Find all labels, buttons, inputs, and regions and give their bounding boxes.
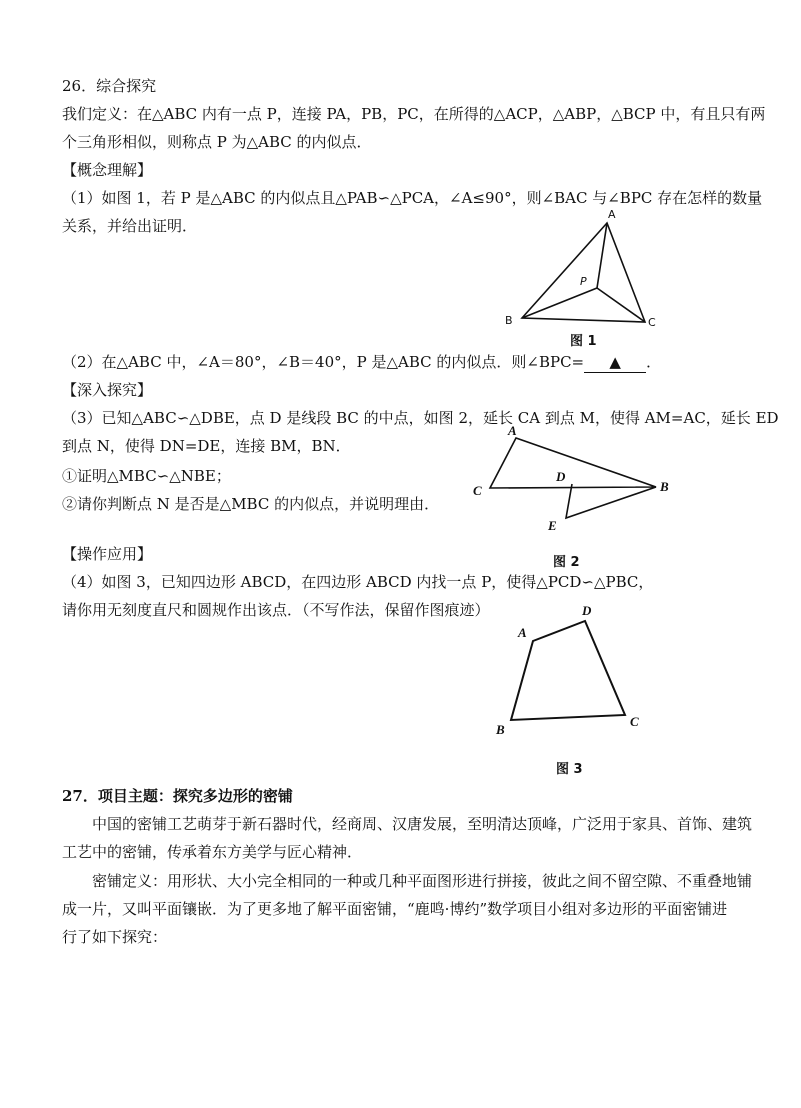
q26-title: 综合探究 [96, 77, 157, 95]
q26-part3-sub1: ①证明△MBC∽△NBE； [62, 467, 231, 485]
q27-para2-line3: 行了如下探究： [62, 928, 168, 946]
q26-part3-sub2: ②请你判断点 N 是否是△MBC 的内似点，并说明理由． [62, 495, 440, 513]
fig1-label-b: B [505, 314, 513, 327]
q27-para2-line1: 密铺定义：用形状、大小完全相同的一种或几种平面图形进行拼接，彼此之间不留空隙、不重叠地铺 [92, 872, 753, 890]
q26-part4-line2: 请你用无刻度直尺和圆规作出该点．（不写作法，保留作图痕迹） [62, 601, 490, 619]
q26-part2-text: （2）在△ABC 中，∠A＝80°，∠B＝40°，P 是△ABC 的内似点．则∠BPC= [62, 353, 585, 371]
q26-heading [62, 76, 156, 96]
figure-1-drawing [500, 205, 670, 335]
fig1-segment-pb [522, 288, 597, 318]
q26-number: 26． [62, 77, 97, 95]
figure-1-caption: 图 1 [570, 334, 597, 349]
fig2-label-e: E [548, 518, 557, 533]
fig1-label-a: A [608, 208, 616, 221]
q26-part2-end: ． [646, 353, 662, 371]
fig2-label-a: A [508, 423, 517, 438]
fig1-label-c: C [648, 316, 656, 329]
q26-definition-line1: 我们定义：在△ABC 内有一点 P，连接 PA，PB，PC，在所得的△ACP，△ABP，△BCP 中，有且只有两 [62, 105, 766, 123]
fig3-label-b: B [496, 722, 505, 737]
fig3-label-c: C [630, 714, 639, 729]
figure-2 [468, 420, 683, 535]
q27-para2-line2: 成一片，又叫平面镶嵌．为了更多地了解平面密铺，“鹿鸣·博约”数学项目小组对多边形的平面密铺进 [62, 900, 728, 918]
triangle-marker-icon: ▲ [609, 353, 621, 371]
section-heading-concept: 【概念理解】 [62, 161, 153, 179]
figure-3-drawing [490, 598, 650, 743]
figure-3 [490, 598, 650, 743]
q26-part1-line1: （1）如图 1，若 P 是△ABC 的内似点且△PAB∽△PCA，∠A≤90°，则∠BAC 与∠BPC 存在怎样的数量 [62, 189, 763, 207]
figure-2-caption: 图 2 [553, 555, 580, 570]
q26-part4-line1: （4）如图 3，已知四边形 ABCD，在四边形 ABCD 内找一点 P，使得△PCD∽△PBC， [62, 573, 654, 591]
fig1-triangle-abc [522, 223, 645, 322]
fig2-triangle-dbe [566, 484, 656, 518]
fig3-quadrilateral-abcd [511, 621, 625, 720]
fig2-label-b: B [660, 479, 669, 494]
fig2-label-d: D [556, 469, 566, 484]
q26-definition-line2: 个三角形相似，则称点 P 为△ABC 的内似点． [62, 133, 372, 151]
figure-2-drawing [468, 420, 683, 535]
section-heading-apply: 【操作应用】 [62, 545, 153, 563]
fig1-label-p: P [580, 275, 587, 288]
figure-1 [500, 205, 670, 335]
fig3-label-d: D [582, 603, 592, 618]
section-heading-explore: 【深入探究】 [62, 381, 153, 399]
figure-3-caption: 图 3 [556, 762, 583, 777]
answer-blank [584, 352, 646, 373]
q26-part2 [62, 352, 661, 373]
q27-title: 27．项目主题：探究多边形的密铺 [62, 787, 293, 805]
fig3-label-a: A [518, 625, 527, 640]
fig2-label-c: C [473, 483, 482, 498]
fig2-triangle-abc [490, 438, 656, 488]
q26-part1-line2: 关系，并给出证明． [62, 217, 198, 235]
q26-part3-line1: （3）已知△ABC∽△DBE，点 D 是线段 BC 的中点，如图 2，延长 CA 到点 M，使得 AM=AC，延长 ED [62, 409, 779, 427]
q26-part3-line2: 到点 N，使得 DN=DE，连接 BM，BN． [62, 437, 351, 455]
q27-para1-line2: 工艺中的密铺，传承着东方美学与匠心精神． [62, 843, 363, 861]
q27-para1-line1: 中国的密铺工艺萌芽于新石器时代，经商周、汉唐发展，至明清达顶峰，广泛用于家具、首饰、建筑 [92, 815, 753, 833]
